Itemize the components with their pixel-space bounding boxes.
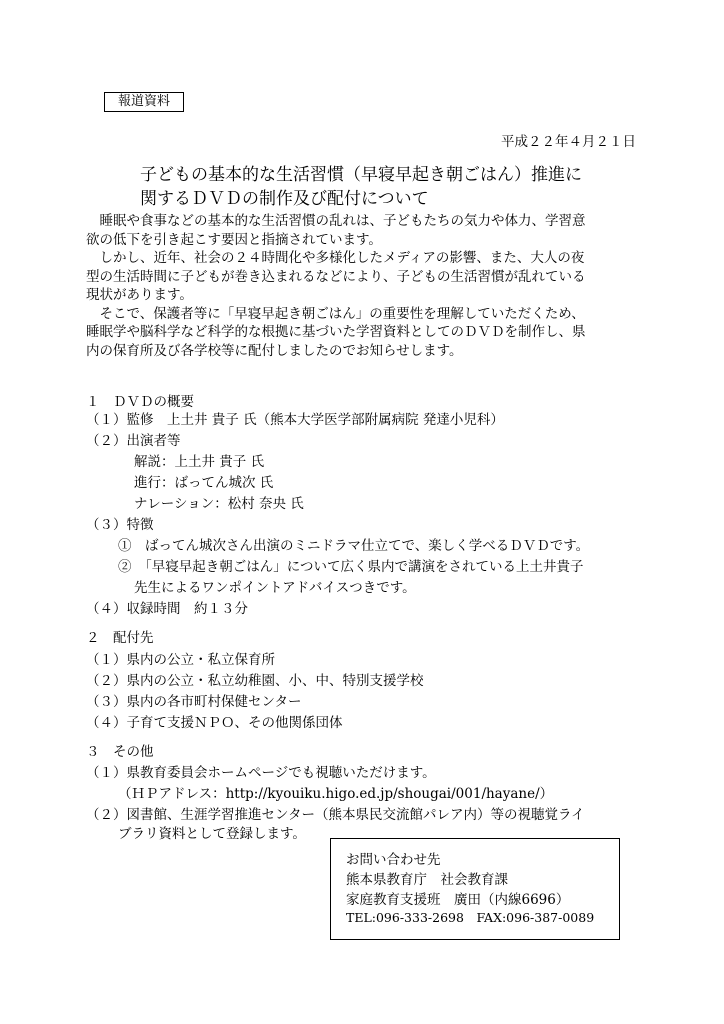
cast-heading: （２）出演者等 — [86, 433, 181, 449]
section2-heading: ２ 配付先 — [86, 630, 154, 646]
features-heading: （３）特徴 — [86, 517, 154, 533]
cast-item: ナレーション：松村 奈央 氏 — [134, 496, 304, 512]
cast-item: 解説：上土井 貴子 氏 — [134, 454, 265, 470]
feature-item: ② 「早寝早起き朝ごはん」について広く県内で講演をされている上土井貴子 — [118, 559, 584, 575]
intro-paragraph — [86, 212, 586, 360]
cast-item: 進行：ばってん城次 氏 — [134, 475, 274, 491]
section1-heading: １ ＤＶＤの概要 — [86, 394, 194, 410]
title-line-2: 関するＤＶＤの制作及び配付について — [140, 189, 429, 209]
intro-line: そこで、保護者等に「早寝早起き朝ごはん」の重要性を理解していただくため、 — [86, 305, 585, 322]
contact-heading: お問い合わせ先 — [346, 852, 441, 868]
other-item: （１）県教育委員会ホームページでも視聴いただけます。 — [86, 765, 436, 781]
distribution-item: （１）県内の公立・私立保育所 — [86, 652, 275, 668]
contact-phone-fax: TEL:096-333-2698 FAX:096-387-0089 — [346, 910, 595, 925]
document-title — [140, 163, 582, 211]
runtime-item: （４）収録時間 約１３分 — [86, 601, 248, 617]
distribution-item: （３）県内の各市町村保健センター — [86, 694, 302, 710]
other-item-continuation: ブラリ資料として登録します。 — [118, 826, 306, 842]
intro-line: 型の生活時間に子どもが巻き込まれるなどにより、子どもの生活習慣が乱れている — [86, 268, 586, 285]
other-item: （２）図書館、生涯学習推進センター（熊本県民交流館パレア内）等の視聴覚ライ — [86, 807, 585, 823]
intro-line: しかし、近年、社会の２４時間化や多様化したメディアの影響、また、大人の夜 — [86, 250, 585, 266]
intro-line: 睡眠や食事などの基本的な生活習慣の乱れは、子どもたちの気力や体力、学習意 — [86, 213, 586, 229]
distribution-item: （２）県内の公立・私立幼稚園、小、中、特別支援学校 — [86, 673, 424, 689]
press-release-badge: 報道資料 — [104, 92, 184, 112]
section3-heading: ３ その他 — [86, 744, 154, 760]
feature-item: ① ばってん城次さん出演のミニドラマ仕立てで、楽しく学べるＤＶＤです。 — [118, 538, 590, 554]
document-date: 平成２２年４月２１日 — [501, 134, 636, 150]
intro-line: 睡眠学や脳科学など科学的な根拠に基づいた学習資料としてのＤＶＤを制作し、県 — [86, 324, 586, 340]
intro-line: 内の保育所及び各学校等に配付しましたのでお知らせします。 — [86, 342, 463, 359]
intro-line: 現状があります。 — [86, 287, 193, 303]
feature-item-continuation: 先生によるワンポイントアドバイスつきです。 — [134, 580, 416, 596]
homepage-url: （ＨＰアドレス：http://kyouiku.higo.ed.jp/shougai/001/hayane/） — [118, 786, 554, 802]
intro-line: 欲の低下を引き起こす要因と指摘されています。 — [86, 231, 382, 248]
supervisor-item: （１）監修 上土井 貴子 氏（熊本大学医学部附属病院 発達小児科） — [86, 412, 504, 428]
distribution-item: （４）子育て支援ＮＰＯ、その他関係団体 — [86, 715, 343, 731]
title-line-1: 子どもの基本的な生活習慣（早寝早起き朝ごはん）推進に — [140, 165, 582, 185]
contact-organization: 熊本県教育庁 社会教育課 — [346, 872, 508, 888]
contact-person: 家庭教育支援班 廣田（内線6696） — [346, 892, 570, 908]
